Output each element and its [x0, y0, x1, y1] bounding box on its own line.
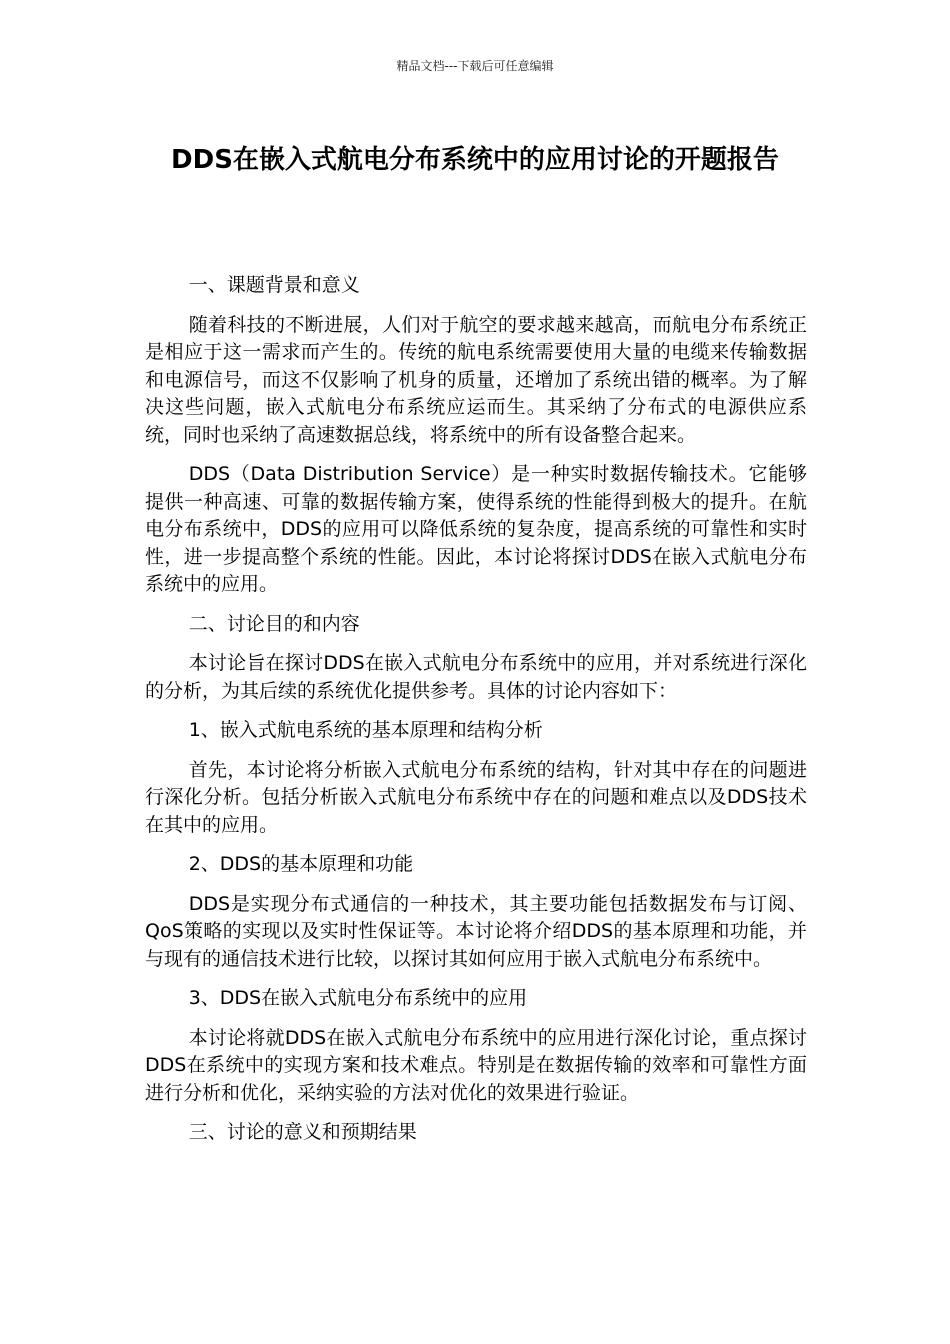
paragraph-purpose: 本讨论旨在探讨DDS在嵌入式航电分布系统中的应用，并对系统进行深化的分析，为其后续的系统优化提供参考。具体的讨论内容如下：: [145, 652, 807, 702]
paragraph-subheading-2: DDS是实现分布式通信的一种技术，其主要功能包括数据发布与订阅、QoS策略的实现以及实时性保证等。本讨论将介绍DDS的基本原理和功能，并与现有的通信技术进行比较，以探讨其如何应用于嵌入式航电分布系统中。: [145, 892, 807, 970]
paragraph-subheading-1: 首先，本讨论将分析嵌入式航电分布系统的结构，针对其中存在的问题进行深化分析。包括分析嵌入式航电分布系统中存在的问题和难点以及DDS技术在其中的应用。: [145, 758, 807, 836]
page-header: 精品文档---下载后可任意编辑: [396, 59, 554, 73]
section-heading-purpose: 二、讨论目的和内容: [188, 612, 360, 635]
document-title: DDS在嵌入式航电分布系统中的应用讨论的开题报告: [171, 145, 779, 175]
subheading-3: 3、DDS在嵌入式航电分布系统中的应用: [188, 987, 528, 1009]
paragraph-background: 随着科技的不断进展，人们对于航空的要求越来越高，而航电分布系统正是相应于这一需求而产生的。传统的航电系统需要使用大量的电缆来传输数据和电源信号，而这不仅影响了机身的质量，还增加了系统出错的概率。为了解决这些问题，嵌入式航电分布系统应运而生。其采纳了分布式的电源供应系统，同时也采纳了高速数据总线，将系统中的所有设备整合起来。: [145, 313, 807, 446]
section-heading-significance: 三、讨论的意义和预期结果: [188, 1121, 417, 1143]
document-body: [145, 272, 807, 1159]
paragraph-subheading-3: 本讨论将就DDS在嵌入式航电分布系统中的应用进行深化讨论，重点探讨DDS在系统中的实现方案和技术难点。特别是在数据传输的效率和可靠性方面进行分析和优化，采纳实验的方法对优化的效果进行验证。: [145, 1026, 807, 1104]
paragraph-dds-intro: DDS（Data Distribution Service）是一种实时数据传输技术。它能够提供一种高速、可靠的数据传输方案，使得系统的性能得到极大的提升。在航电分布系统中，DDS的应用可以降低系统的复杂度，提高系统的可靠性和实时性，进一步提高整个系统的性能。因此，本讨论将探讨DDS在嵌入式航电分布系统中的应用。: [145, 463, 807, 595]
subheading-1: 1、嵌入式航电系统的基本原理和结构分析: [188, 719, 543, 741]
subheading-2: 2、DDS的基本原理和功能: [188, 853, 414, 875]
section-heading-background: 一、课题背景和意义: [188, 274, 360, 296]
